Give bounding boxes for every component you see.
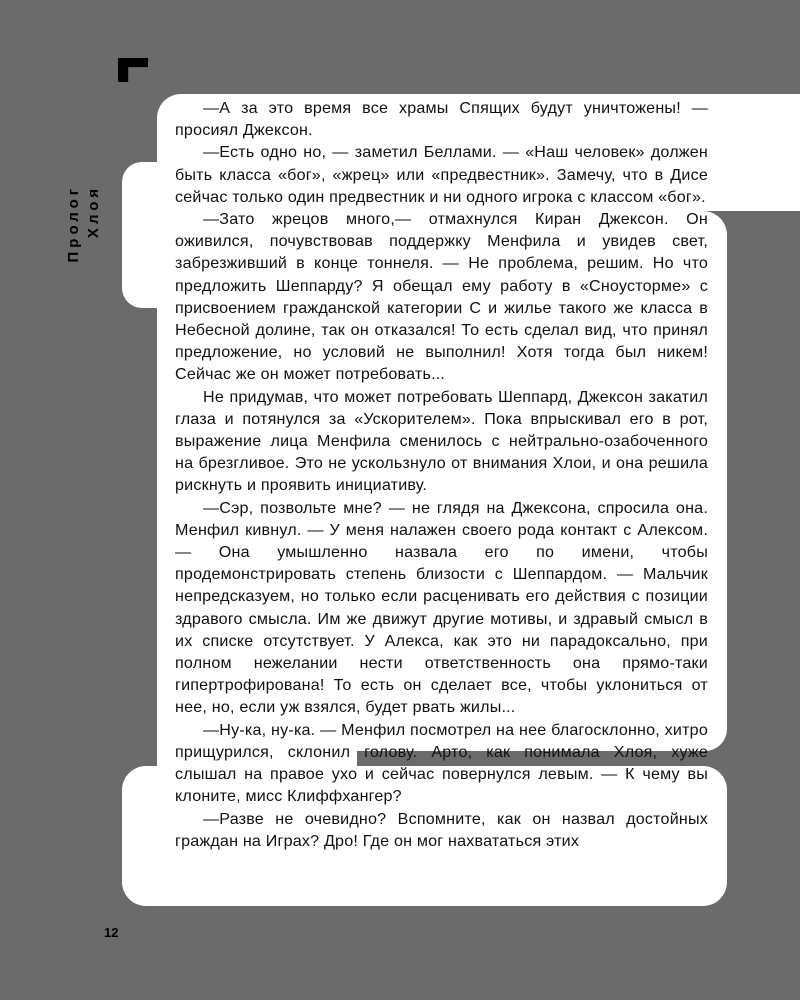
paragraph: —Разве не очевидно? Вспомните, как он назвал достойных граждан на Играх? Дро! Где он мог нахвататься этих: [175, 809, 708, 850]
paragraph: —Есть одно но, — заметил Беллами. — «Наш человек» должен быть класса «бог», «жрец» или «предвестник». Замечу, что в Дисе сейчас только один предвестник и ни одного игрока с классом «бог».: [175, 143, 708, 206]
body-text: [175, 97, 708, 852]
part-label: Пролог: [65, 185, 82, 263]
paragraph: —Ну-ка, ну-ка. — Менфил посмотрел на нее благосклонно, хитро прищурился, склонил голову. Арто, как понимала Хлоя, хуже слышал на правое ухо и сейчас повернулся левым. — К чему вы клоните, мисс Клиффхангер?: [175, 720, 708, 806]
corner-bracket-icon: [118, 58, 148, 82]
paragraph: —А за это время все храмы Спящих будут уничтожены! — просиял Джексон.: [175, 99, 708, 140]
page-number: 12: [104, 925, 119, 940]
chapter-label: Хлоя: [85, 185, 102, 239]
paragraph: Не придумав, что может потребовать Шеппард, Джексон закатил глаза и потянулся за «Ускорителем». Пока впрыскивал его в рот, выражение лица Менфила сменилось с нейтрально-озабоченного на брезгливое. Это не ускользнуло от внимания Хлои, и она решила рискнуть и проявить инициативу.: [175, 387, 708, 495]
paragraph: —Сэр, позвольте мне? — не глядя на Джексона, спросила она. Менфил кивнул. — У меня налажен своего рода контакт с Алексом. — Она умышленно назвала его по имени, чтобы продемонстрировать степень близости с Шеппардом. — Мальчик непредсказуем, но только если расценивать его действия с позиции здравого смысла. Им же движут другие мотивы, и здравый смысл в их списке отсутствует. У Алекса, как это ни парадоксально, при полном нежелании нести ответственность она прямо-таки гипертрофирована! То есть он сделает все, чтобы уклониться от нее, но, если уж взялся, будет рвать жилы...: [175, 498, 708, 717]
paragraph: —Зато жрецов много,— отмахнулся Киран Джексон. Он оживился, почувствовав поддержку Менфила и увидев свет, забрезживший в конце тоннеля. — Не проблема, решим. Но что предложить Шеппарду? Я обещал ему работу в «Сноусторме» с присвоением гражданской категории С и жилье такого же класса в Небесной долине, так он отказался! То есть сделал вид, что принял предложение, но условий не выполнил! Хотя тогда был никем! Сейчас же он может потребовать...: [175, 210, 708, 384]
